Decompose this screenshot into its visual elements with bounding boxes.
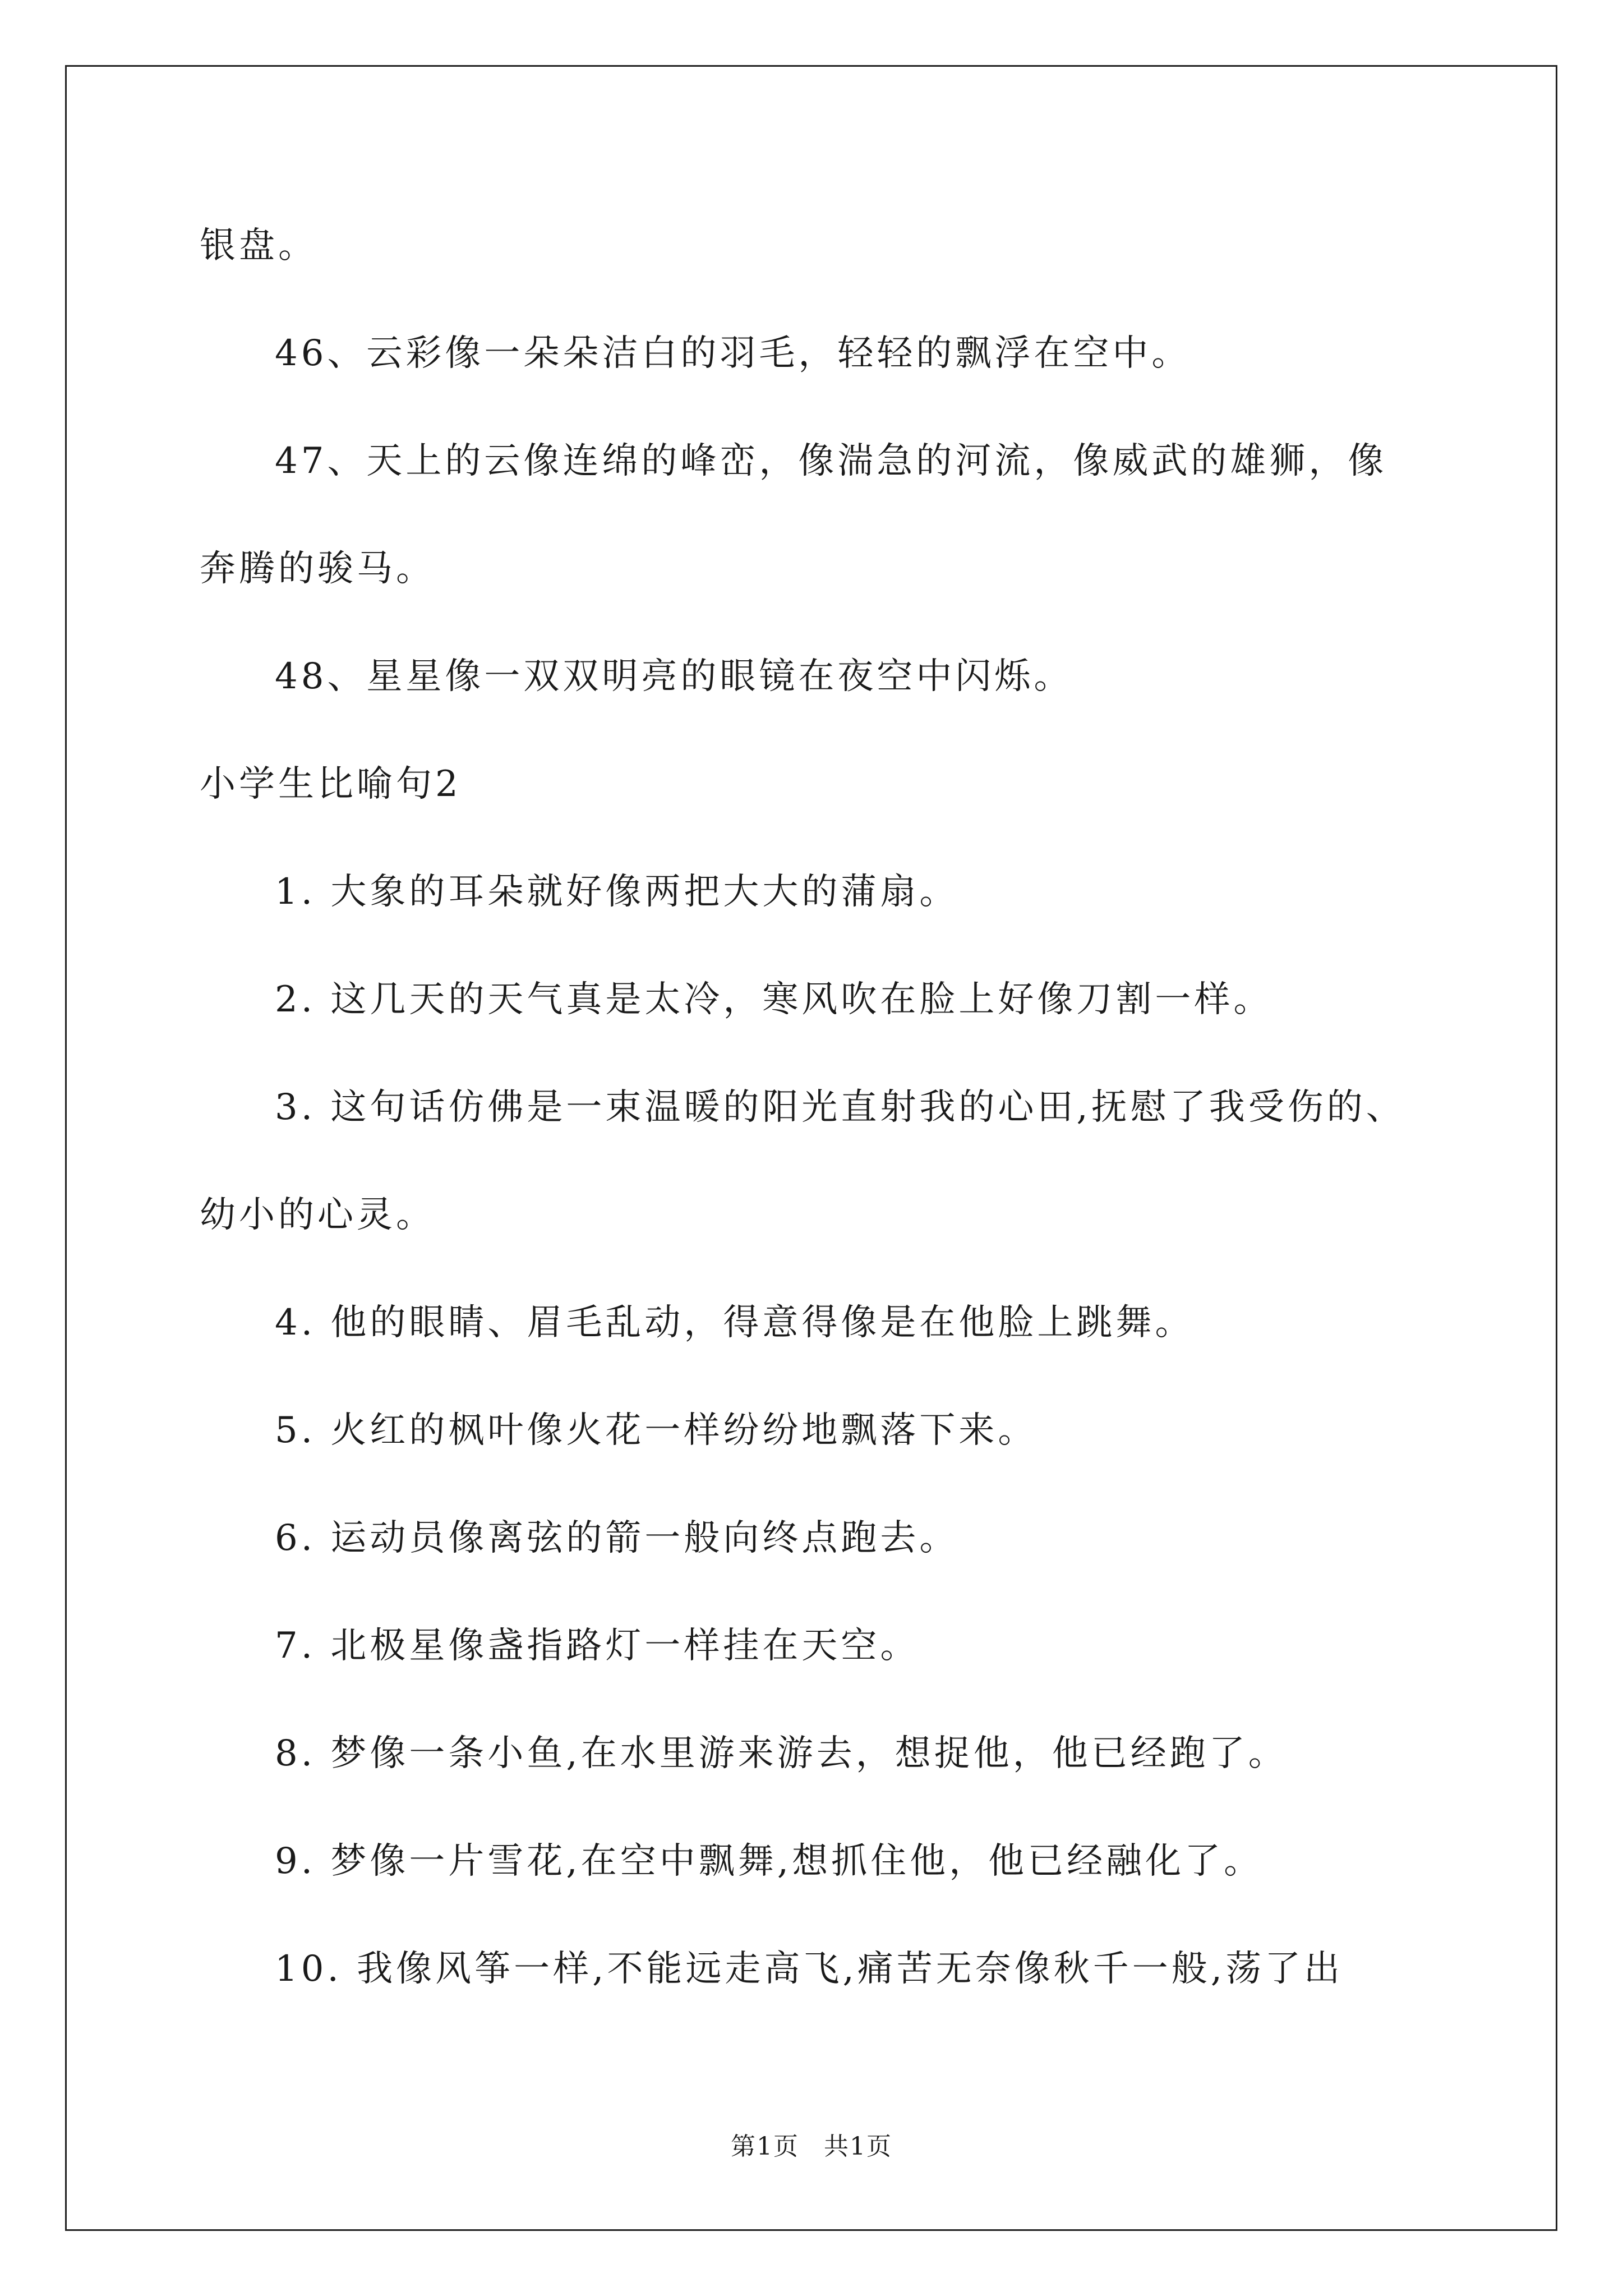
- list-item: 8. 梦像一条小鱼,在水里游来游去，想捉他，他已经跑了。: [275, 1733, 1288, 1774]
- list-item: 4. 他的眼睛、眉毛乱动，得意得像是在他脸上跳舞。: [275, 1302, 1195, 1343]
- text-line: 46、云彩像一朵朵洁白的羽毛，轻轻的飘浮在空中。: [275, 333, 1191, 374]
- text-line: 48、星星像一双双明亮的眼镜在夜空中闪烁。: [275, 656, 1073, 697]
- list-item-continuation: 幼小的心灵。: [200, 1194, 435, 1236]
- list-item: 9. 梦像一片雪花,在空中飘舞,想抓住他，他已经融化了。: [275, 1841, 1264, 1882]
- page-total: 共1页: [824, 2132, 892, 2161]
- list-item: 10. 我像风筝一样,不能远走高飞,痛苦无奈像秋千一般,荡了出: [275, 1948, 1344, 1990]
- page-border: [65, 65, 1557, 2231]
- list-item: 7. 北极星像盏指路灯一样挂在天空。: [275, 1625, 920, 1667]
- text-line: 47、天上的云像连绵的峰峦，像湍急的河流，像威武的雄狮，像: [275, 440, 1387, 482]
- page-footer: [0, 2126, 1623, 2162]
- list-item: 5. 火红的枫叶像火花一样纷纷地飘落下来。: [275, 1410, 1038, 1451]
- text-line: 银盘。: [200, 225, 317, 266]
- text-line: 奔腾的骏马。: [200, 548, 435, 590]
- list-item: 6. 运动员像离弦的箭一般向终点跑去。: [275, 1517, 959, 1559]
- list-item: 3. 这句话仿佛是一束温暖的阳光直射我的心田,抚慰了我受伤的、: [275, 1087, 1405, 1128]
- page-number: 第1页: [731, 2132, 799, 2161]
- list-item: 2. 这几天的天气真是太冷，寒风吹在脸上好像刀割一样。: [275, 979, 1273, 1020]
- list-item: 1. 大象的耳朵就好像两把大大的蒲扇。: [275, 871, 959, 913]
- section-heading: 小学生比喻句2: [200, 763, 462, 805]
